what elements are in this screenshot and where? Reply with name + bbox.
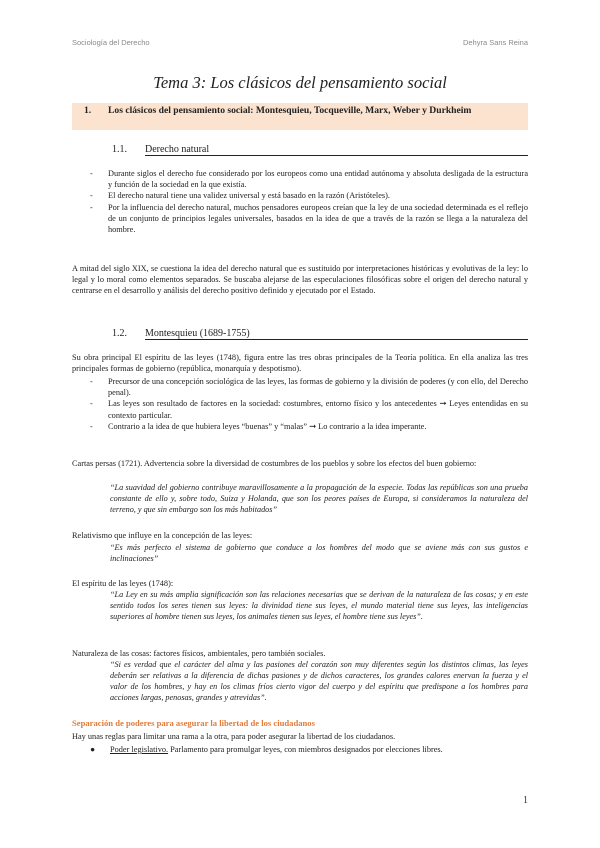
- paragraph-naturaleza: Naturaleza de las cosas: factores físicos, ambientales, pero también sociales.: [72, 649, 326, 658]
- paragraph-relativismo: Relativismo que influye en la concepción de las leyes:: [72, 531, 253, 540]
- poder-legislativo-text: [110, 744, 528, 755]
- paragraph-separacion: Hay unas reglas para limitar una rama a la otra, para poder asegurar la libertad de los ciudadanos.: [72, 732, 396, 741]
- quote-relativismo: “Es más perfecto el sistema de gobierno que conduce a los hombres del modo que se aviene más con sus gustos e inclinaciones”: [110, 543, 528, 563]
- section-title: Los clásicos del pensamiento social: Montesquieu, Tocqueville, Marx, Weber y Durkheim: [108, 105, 472, 116]
- list-item: - El derecho natural tiene una validez universal y está basado en la razón (Aristóteles).: [90, 190, 528, 201]
- paragraph-obra-principal: Su obra principal El espíritu de las leyes (1748), figura entre las tres obras principales de la Teoría política. En ella analiza las tres principales formas de gobierno (república, monarquía y despotismo).: [72, 353, 528, 374]
- subsection-heading-derecho-natural: [112, 144, 528, 157]
- section-heading-1: [72, 103, 528, 130]
- subsection-title: Derecho natural: [145, 144, 528, 156]
- derecho-natural-list: [90, 168, 528, 235]
- quote-cartas-persas: “La suavidad del gobierno contribuye maravillosamente a la propagación de la especie. Todas las repúblicas son una prueba constante de ello y, sobre todo, Suiza y Holanda, que son los peores países de Europa, si consideramos la naturaleza del terreno, y que sin embargo son los más habitados”: [110, 483, 528, 514]
- paragraph-siglo-xix: A mitad del siglo XIX, se cuestiona la idea del derecho natural que es sustituido por interpretaciones históricas y evolutivas de la ley: lo legal y lo moral como elementos separados. Se buscaba alejarse de las especulaciones filosóficas sobre el origen del derecho natural y centrarse en el desarrollo y análisis del derecho positivo definido y ejecutado por el Estado.: [72, 264, 528, 296]
- list-item: - Por la influencia del derecho natural, muchos pensadores europeos creían que la ley de una sociedad determinada es el reflejo de un conjunto de principios legales universales, basados en la idea de que a través de la razón se llega a la naturaleza del hombre.: [90, 202, 528, 236]
- poder-legislativo-description: Parlamento para promulgar leyes, con miembros designados por elecciones libres.: [168, 745, 443, 754]
- subsection-heading-montesquieu: [112, 328, 528, 341]
- section-number: 1.: [84, 105, 92, 116]
- page-number: 1: [523, 795, 528, 806]
- quote-naturaleza: “Si es verdad que el carácter del alma y las pasiones del corazón son muy diferentes según los distintos climas, las leyes deberán ser relativas a la diferencia de dichas pasiones y de dichos caracteres, los grandes calores enervan la fuerza y el valor de los hombres, y hay en los climas fríos cierto vigor del cuerpo y del espíritu que predispone a los hombres para acciones largas, penosas, grandes y atrevidas”.: [110, 660, 528, 702]
- bullet-icon: ●: [90, 745, 96, 754]
- list-item: - Contrario a la idea de que hubiera leyes “buenas” y “malas” ➞ Lo contrario a la idea imperante.: [90, 421, 528, 432]
- subsection-number: 1.1.: [112, 144, 127, 155]
- paragraph-espiritu-leyes: El espíritu de las leyes (1748):: [72, 579, 174, 588]
- quote-espiritu-leyes: “La Ley en su más amplia significación son las relaciones necesarias que se derivan de la naturaleza de las cosas; y en este sentido todos los seres tienen sus leyes: la divinidad tiene sus leyes, el mundo material tiene sus leyes, las inteligencias superiores al hombre tienen sus leyes, los animales tienen sus leyes, el hombre tiene sus leyes”.: [110, 590, 528, 621]
- list-item: - Durante siglos el derecho fue considerado por los europeos como una entidad autónoma y absoluta desligada de la estructura y función de la sociedad en la que existía.: [90, 168, 528, 190]
- list-item: - Las leyes son resultado de factores en la sociedad: costumbres, entorno físico y los antecedentes ➞ Leyes entendidas en su contexto particular.: [90, 398, 528, 420]
- page-title: Tema 3: Los clásicos del pensamiento social: [153, 73, 447, 92]
- montesquieu-list: [90, 376, 528, 432]
- list-item: - Precursor de una concepción sociológica de las leyes, las formas de gobierno y la división de poderes (y con ello, del Derecho penal).: [90, 376, 528, 398]
- subsection-title: Montesquieu (1689-1755): [145, 328, 528, 340]
- subsection-number: 1.2.: [112, 328, 127, 339]
- separacion-poderes-heading: Separación de poderes para asegurar la libertad de los ciudadanos: [72, 718, 315, 728]
- poder-legislativo-label: Poder legislativo.: [110, 745, 169, 754]
- header-author: Dehyra Sans Reina: [462, 38, 528, 47]
- header-subject: Sociología del Derecho: [72, 38, 150, 47]
- paragraph-cartas-persas: Cartas persas (1721). Advertencia sobre la diversidad de costumbres de los pueblos y sobre los efectos del buen gobierno:: [72, 459, 477, 468]
